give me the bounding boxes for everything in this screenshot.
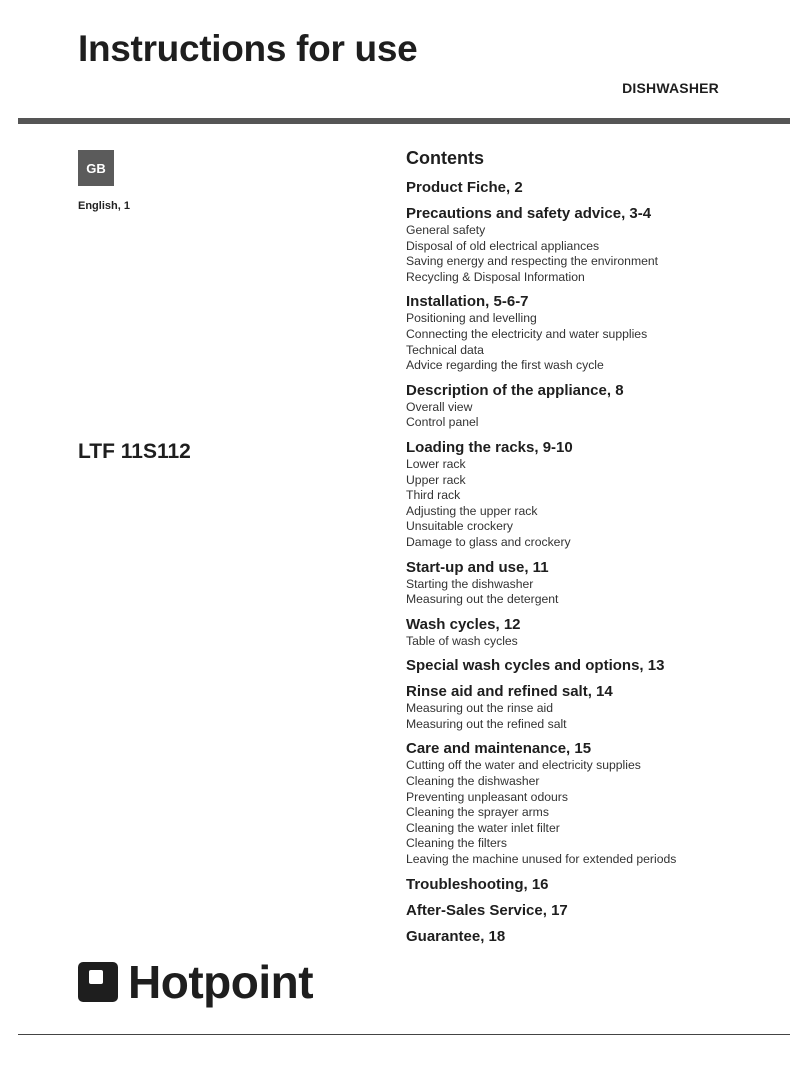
brand-name: Hotpoint	[128, 956, 314, 1008]
toc-subitem: Overall view	[406, 399, 473, 414]
toc-subitem: Measuring out the refined salt	[406, 716, 567, 731]
language-badge: GB	[78, 150, 114, 186]
toc-section-title: Start-up and use, 11	[406, 558, 549, 576]
toc-subitem: Starting the dishwasher	[406, 576, 534, 591]
toc-subitem: Control panel	[406, 415, 479, 430]
toc-subitem: Recycling & Disposal Information	[406, 269, 585, 284]
toc-section	[406, 657, 796, 675]
toc-section	[406, 205, 796, 285]
toc-section-title: Wash cycles, 12	[406, 615, 521, 633]
hotpoint-logo-icon	[78, 962, 118, 1002]
toc-section-title: Special wash cycles and options, 13	[406, 657, 665, 675]
toc-section	[406, 740, 796, 867]
model-name: LTF 11S112	[78, 440, 191, 463]
toc-subitem: Disposal of old electrical appliances	[406, 238, 600, 253]
toc-section-title: Guarantee, 18	[406, 927, 506, 945]
toc-subitem: Cutting off the water and electricity supplies	[406, 758, 641, 773]
toc-section	[406, 559, 796, 608]
toc-subitem: Damage to glass and crockery	[406, 534, 571, 549]
toc-subitem: Measuring out the rinse aid	[406, 701, 554, 716]
toc-section-title: Installation, 5-6-7	[406, 293, 529, 311]
toc-section	[406, 616, 796, 650]
toc-subitem: Measuring out the detergent	[406, 592, 559, 607]
contents-heading: Contents	[406, 148, 484, 168]
toc-section-title: Precautions and safety advice, 3-4	[406, 205, 652, 222]
toc-section-title: Product Fiche, 2	[406, 179, 523, 196]
toc-subitem: Technical data	[406, 342, 484, 357]
toc-subitem: Adjusting the upper rack	[406, 503, 538, 518]
toc-section	[406, 382, 796, 431]
toc-subitem: Preventing unpleasant odours	[406, 789, 568, 804]
language-label: English, 1	[78, 200, 130, 212]
toc-subitem: Cleaning the filters	[406, 836, 507, 851]
top-divider	[18, 118, 790, 124]
bottom-divider	[18, 1034, 790, 1035]
table-of-contents	[406, 147, 796, 954]
toc-subitem: Leaving the machine unused for extended periods	[406, 852, 677, 867]
toc-subitem: Unsuitable crockery	[406, 519, 514, 534]
toc-subitem: Positioning and levelling	[406, 311, 537, 326]
toc-section	[406, 179, 796, 197]
toc-section-title: Description of the appliance, 8	[406, 381, 624, 399]
toc-subitem: Saving energy and respecting the environment	[406, 254, 659, 269]
toc-section-title: Loading the racks, 9-10	[406, 438, 573, 456]
toc-subitem: Cleaning the water inlet filter	[406, 820, 560, 835]
toc-subitem: Cleaning the sprayer arms	[406, 805, 549, 820]
toc-subitem: Connecting the electricity and water supplies	[406, 326, 648, 341]
toc-subitem: Cleaning the dishwasher	[406, 774, 540, 789]
toc-section	[406, 876, 796, 894]
toc-list	[406, 179, 796, 946]
toc-section	[406, 293, 796, 373]
toc-section-title: After-Sales Service, 17	[406, 901, 568, 919]
toc-subitem: Lower rack	[406, 456, 466, 471]
toc-subitem: Upper rack	[406, 472, 466, 487]
page-title: Instructions for use	[78, 28, 418, 69]
toc-section-title: Care and maintenance, 15	[406, 740, 592, 758]
toc-subitem: Third rack	[406, 488, 461, 503]
toc-subitem: Table of wash cycles	[406, 633, 518, 648]
toc-section	[406, 928, 796, 946]
toc-section	[406, 902, 796, 920]
toc-section	[406, 683, 796, 732]
product-type: DISHWASHER	[622, 80, 719, 96]
toc-subitem: General safety	[406, 223, 486, 237]
brand-logo	[78, 958, 313, 1006]
toc-section	[406, 439, 796, 551]
toc-section-title: Rinse aid and refined salt, 14	[406, 683, 613, 701]
toc-section-title: Troubleshooting, 16	[406, 875, 549, 893]
toc-subitem: Advice regarding the first wash cycle	[406, 358, 604, 373]
